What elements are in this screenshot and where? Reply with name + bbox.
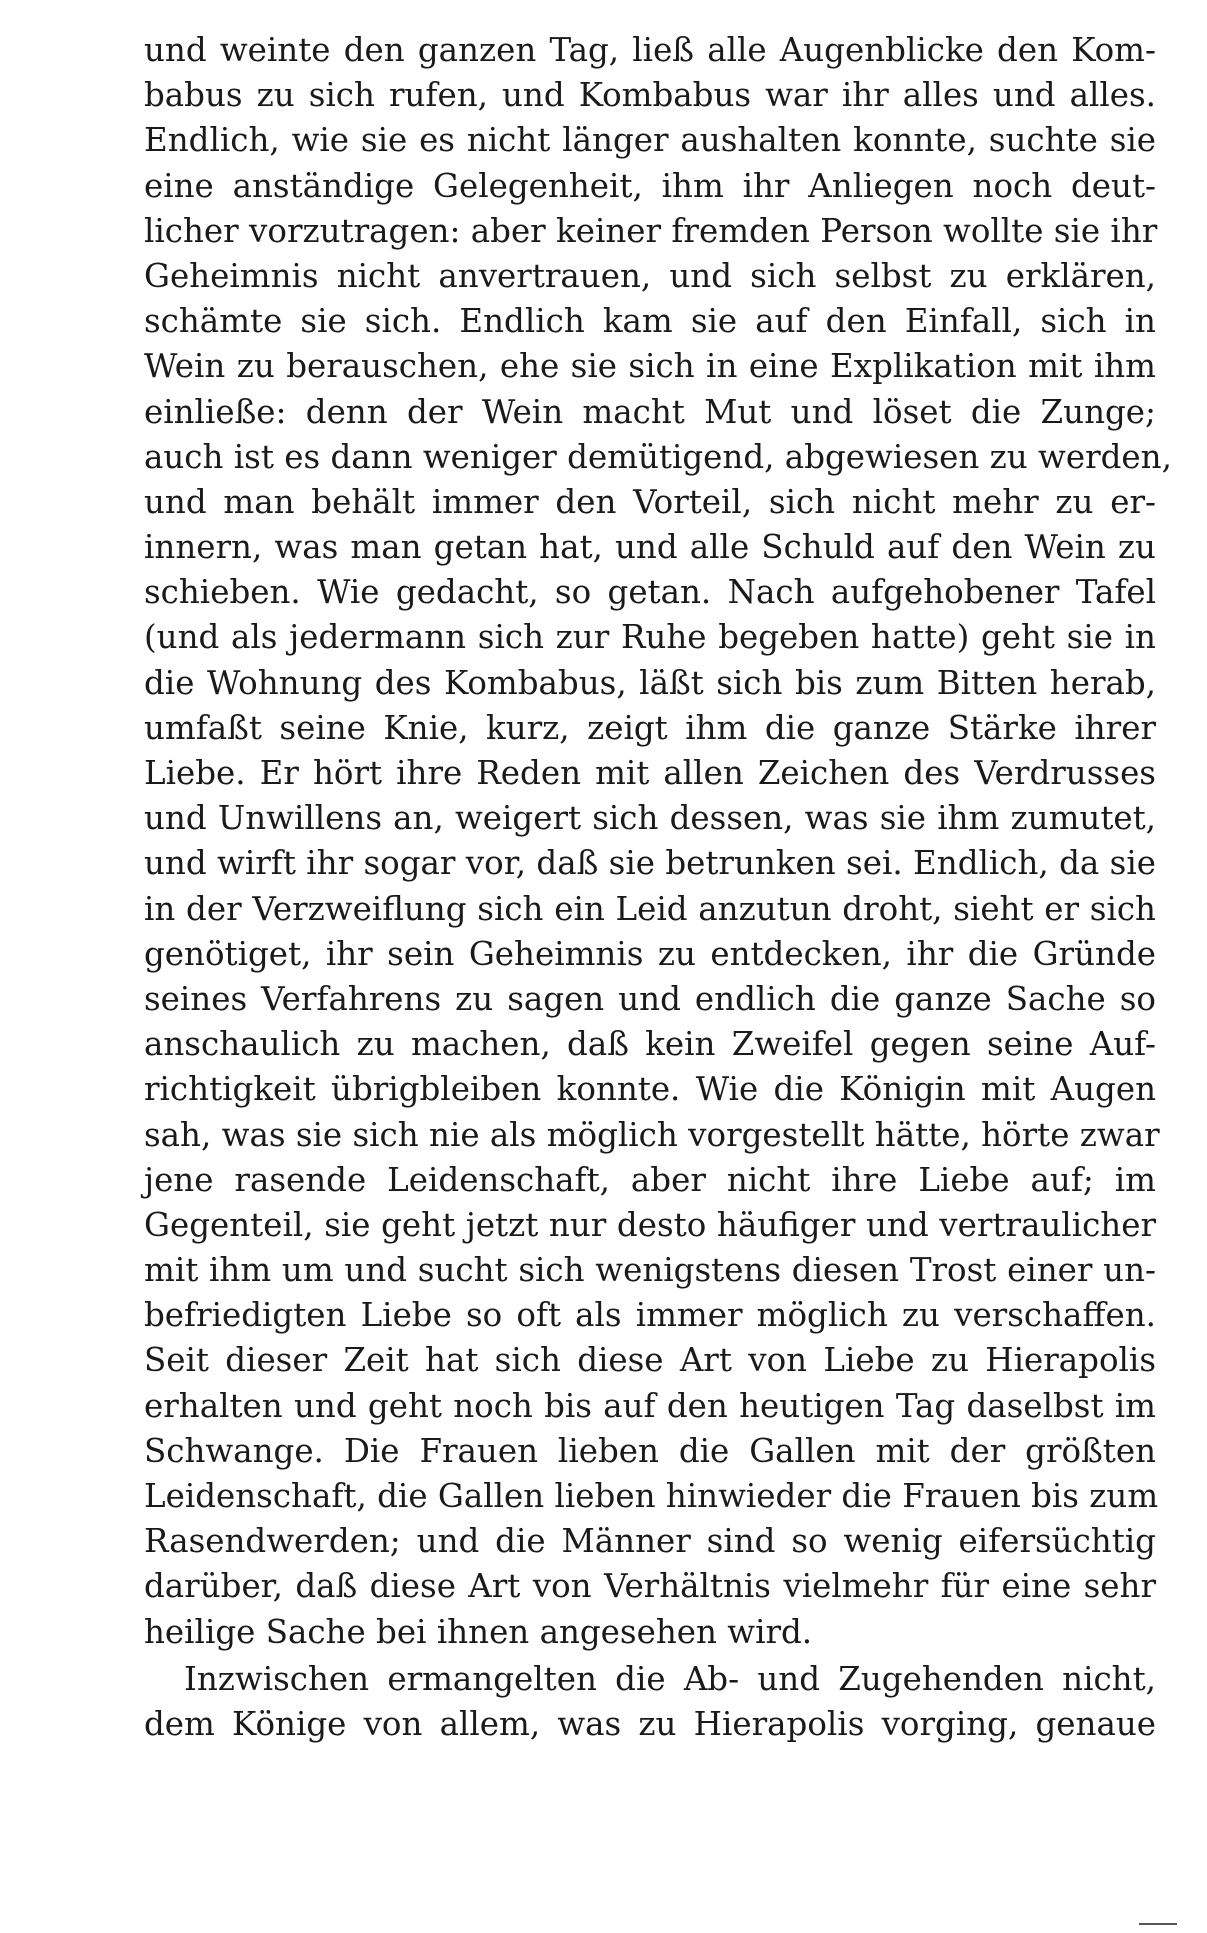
page-edge-mark	[1139, 1923, 1177, 1925]
text-line: richtigkeit übrigbleiben konnte. Wie die Königin mit Augen	[144, 1070, 1156, 1109]
text-line: Seit dieser Zeit hat sich diese Art von Liebe zu Hierapolis	[144, 1341, 1156, 1380]
paragraph-1	[144, 28, 1172, 1655]
text-line: darüber, daß diese Art von Verhältnis vielmehr für eine sehr	[144, 1567, 1156, 1606]
text-line: heilige Sache bei ihnen angesehen wird.	[144, 1612, 813, 1651]
text-line: Leidenschaft, die Gallen lieben hinwieder die Frauen bis zum	[144, 1477, 1159, 1515]
text-line: und Unwillens an, weigert sich dessen, was sie ihm zumutet,	[144, 799, 1156, 838]
text-line: erhalten und geht noch bis auf den heutigen Tag daselbst im	[144, 1386, 1156, 1425]
text-line: Gegenteil, sie geht jetzt nur desto häufiger und vertraulicher	[144, 1205, 1156, 1244]
text-line: Endlich, wie sie es nicht länger aushalten konnte, suchte sie	[144, 121, 1156, 160]
text-line: jene rasende Leidenschaft, aber nicht ihre Liebe auf; im	[144, 1160, 1156, 1199]
text-line: dem Könige von allem, was zu Hierapolis vorging, genaue	[144, 1704, 1156, 1743]
text-line: innern, was man getan hat, und alle Schuld auf den Wein zu	[144, 528, 1156, 567]
body-text	[144, 28, 1172, 1747]
paragraph-2	[144, 1657, 1156, 1747]
text-line: seines Verfahrens zu sagen und endlich die ganze Sache so	[144, 979, 1156, 1018]
text-line: und weinte den ganzen Tag, ließ alle Augenblicke den Kom-	[144, 31, 1156, 69]
text-line: auch ist es dann weniger demütigend, abgewiesen zu werden,	[144, 437, 1172, 476]
text-line: Inzwischen ermangelten die Ab- und Zugehenden nicht,	[184, 1659, 1156, 1698]
text-line: und man behält immer den Vorteil, sich nicht mehr zu er-	[144, 482, 1156, 521]
text-line: Wein zu berauschen, ehe sie sich in eine Explikation mit ihm	[144, 347, 1156, 386]
text-line: Schwange. Die Frauen lieben die Gallen mit der größten	[144, 1431, 1156, 1470]
text-line: (und als jedermann sich zur Ruhe begeben hatte) geht sie in	[144, 618, 1156, 657]
text-line: Geheimnis nicht anvertrauen, und sich selbst zu erklären,	[144, 256, 1156, 295]
text-line: die Wohnung des Kombabus, läßt sich bis zum Bitten herab,	[144, 663, 1156, 702]
text-line: Liebe. Er hört ihre Reden mit allen Zeichen des Verdrusses	[144, 754, 1156, 792]
text-line: einließe: denn der Wein macht Mut und löset die Zunge;	[144, 392, 1156, 431]
text-line: und wirft ihr sogar vor, daß sie betrunken sei. Endlich, da sie	[144, 844, 1156, 883]
text-line: mit ihm um und sucht sich wenigstens diesen Trost einer un-	[144, 1251, 1156, 1290]
text-line: babus zu sich rufen, und Kombabus war ihr alles und alles.	[144, 76, 1156, 115]
text-line: schämte sie sich. Endlich kam sie auf den Einfall, sich in	[144, 302, 1156, 341]
text-line: eine anständige Gelegenheit, ihm ihr Anliegen noch deut-	[144, 166, 1156, 205]
text-line: befriedigten Liebe so oft als immer möglich zu verschaffen.	[144, 1296, 1156, 1335]
text-line: sah, was sie sich nie als möglich vorgestellt hätte, hörte zwar	[144, 1115, 1160, 1154]
text-line: in der Verzweiflung sich ein Leid anzutun droht, sieht er sich	[144, 889, 1156, 928]
text-line: schieben. Wie gedacht, so getan. Nach aufgehobener Tafel	[144, 573, 1156, 612]
text-line: anschaulich zu machen, daß kein Zweifel gegen seine Auf-	[144, 1025, 1156, 1064]
text-line: licher vorzutragen: aber keiner fremden Person wollte sie ihr	[144, 211, 1158, 250]
text-line: genötiget, ihr sein Geheimnis zu entdecken, ihr die Gründe	[144, 934, 1156, 973]
text-line: Rasendwerden; und die Männer sind so wenig eifersüchtig	[144, 1522, 1156, 1561]
text-line: umfaßt seine Knie, kurz, zeigt ihm die ganze Stärke ihrer	[144, 708, 1156, 747]
